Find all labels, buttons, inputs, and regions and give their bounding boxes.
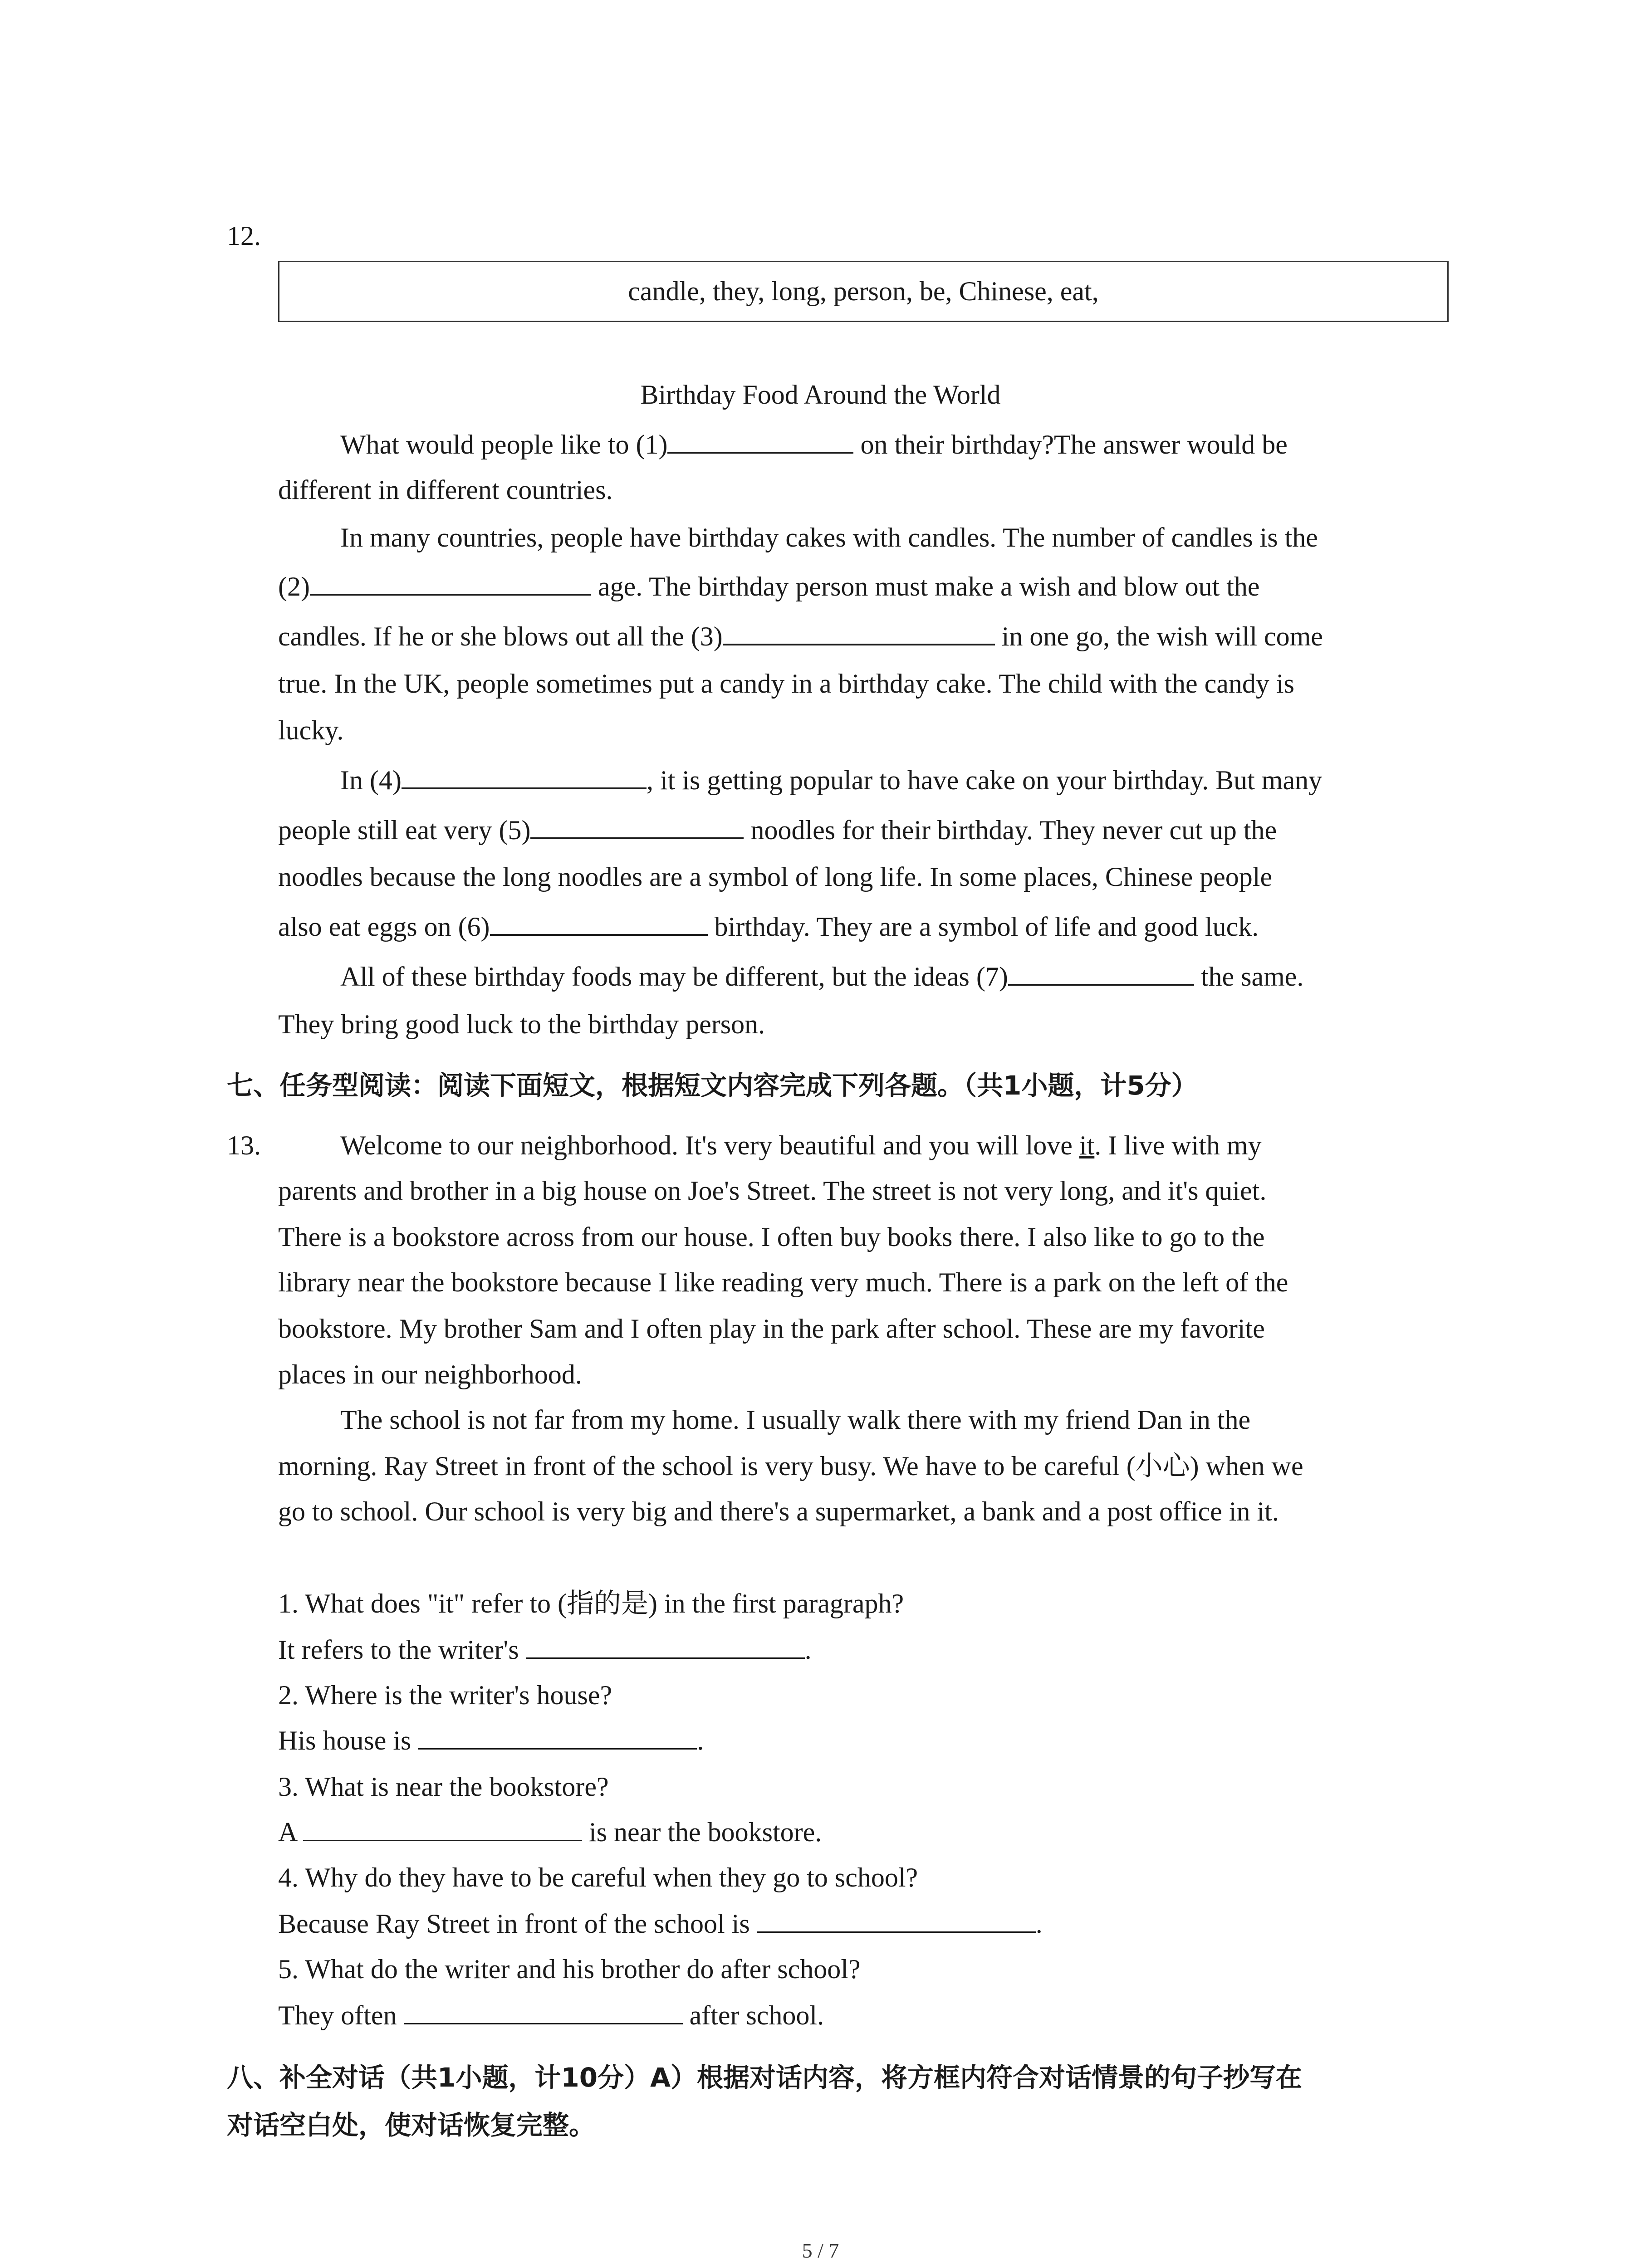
page-number: 5 / 7 <box>802 2239 839 2262</box>
answer-blank-3[interactable] <box>723 620 995 645</box>
passage-line: The school is not far from my home. I usually walk there with my friend Dan in the <box>340 1405 1251 1435</box>
sub-answer-5: They often after school. <box>278 2000 824 2030</box>
passage-line: In (4) , it is getting popular to have cake on your birthday. But many <box>340 762 1322 798</box>
passage-line: morning. Ray Street in front of the school is very busy. We have to be careful (小心) when we <box>278 1451 1303 1481</box>
answer-blank-6[interactable] <box>490 910 708 936</box>
sub-question-5: 5. What do the writer and his brother do after school? <box>278 1954 861 1984</box>
passage-line: places in our neighborhood. <box>278 1359 582 1389</box>
passage-line: In many countries, people have birthday cakes with candles. The number of candles is the <box>340 523 1318 552</box>
answer-blank-5[interactable] <box>530 814 744 839</box>
passage-line: also eat eggs on (6) birthday. They are a symbol of life and good luck. <box>278 909 1259 945</box>
sub-answer-2: His house is . <box>278 1725 704 1755</box>
section-heading-8-line2: 对话空白处，使对话恢复完整。 <box>227 2110 596 2141</box>
word-box <box>278 261 1449 322</box>
passage-line: lucky. <box>278 715 344 745</box>
question-number-13: 13. <box>227 1130 261 1160</box>
passage-line: What would people like to (1) on their birthday?The answer would be <box>340 426 1288 463</box>
sub-answer-1: It refers to the writer's . <box>278 1635 812 1665</box>
passage-line: go to school. Our school is very big and there's a supermarket, a bank and a post office in it. <box>278 1496 1279 1526</box>
passage-line: (2) age. The birthday person must make a wish and blow out the <box>278 568 1260 605</box>
passage-line: people still eat very (5) noodles for their birthday. They never cut up the <box>278 812 1277 848</box>
answer-blank-4[interactable] <box>402 764 647 789</box>
answer-blank-q13-4[interactable] <box>757 1908 1036 1933</box>
word-box-text: candle, they, long, person, be, Chinese, eat, <box>628 276 1099 306</box>
passage-line: candles. If he or she blows out all the (3) in one go, the wish will come <box>278 618 1323 655</box>
passage-line: There is a bookstore across from our house. I often buy books there. I also like to go to the <box>278 1222 1265 1252</box>
passage-line: true. In the UK, people sometimes put a candy in a birthday cake. The child with the candy is <box>278 669 1294 699</box>
sub-question-1: 1. What does "it" refer to (指的是) in the first paragraph? <box>278 1589 904 1618</box>
sub-question-3: 3. What is near the bookstore? <box>278 1772 609 1802</box>
passage-line: noodles because the long noodles are a symbol of long life. In some places, Chinese people <box>278 862 1273 892</box>
section-heading-7: 七、任务型阅读：阅读下面短文，根据短文内容完成下列各题。（共1小题，计5分） <box>227 1070 1198 1101</box>
passage-line: All of these birthday foods may be different, but the ideas (7) the same. <box>340 958 1303 995</box>
sub-answer-3: A is near the bookstore. <box>278 1817 822 1847</box>
passage-line: parents and brother in a big house on Joe's Street. The street is not very long, and it's quiet. <box>278 1176 1267 1206</box>
underlined-it: it <box>1079 1130 1095 1160</box>
passage-line: library near the bookstore because I like reading very much. There is a park on the left of the <box>278 1267 1288 1297</box>
sub-question-2: 2. Where is the writer's house? <box>278 1680 612 1710</box>
passage-line: bookstore. My brother Sam and I often play in the park after school. These are my favorite <box>278 1314 1265 1344</box>
answer-blank-q13-3[interactable] <box>303 1816 582 1841</box>
sub-question-4: 4. Why do they have to be careful when they go to school? <box>278 1862 918 1892</box>
passage-line: They bring good luck to the birthday person. <box>278 1009 765 1039</box>
answer-blank-7[interactable] <box>1008 960 1194 986</box>
answer-blank-1[interactable] <box>667 428 853 454</box>
passage-title: Birthday Food Around the World <box>640 380 1001 410</box>
answer-blank-q13-1[interactable] <box>526 1634 805 1659</box>
sub-answer-4: Because Ray Street in front of the school is . <box>278 1909 1043 1939</box>
answer-blank-q13-5[interactable] <box>404 1999 683 2024</box>
section-heading-8-line1: 八、补全对话（共1小题，计10分）A）根据对话内容，将方框内符合对话情景的句子抄写在 <box>227 2062 1302 2093</box>
answer-blank-q13-2[interactable] <box>418 1725 697 1750</box>
passage-line: different in different countries. <box>278 475 613 505</box>
question-number-12: 12. <box>227 221 261 251</box>
answer-blank-2[interactable] <box>310 570 591 596</box>
passage-line: Welcome to our neighborhood. It's very beautiful and you will love it. I live with my <box>340 1130 1262 1160</box>
